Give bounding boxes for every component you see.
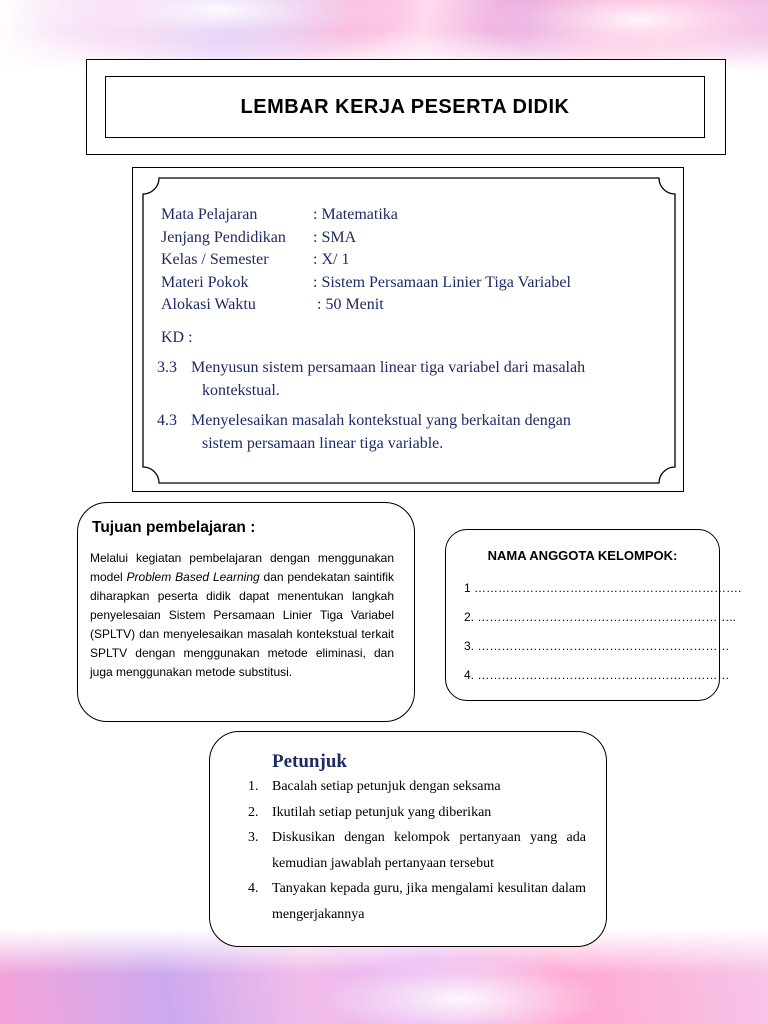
meta-value: : X/ 1 [313,251,350,268]
member-line[interactable]: 2. ……………………………………………………….. [464,610,737,624]
meta-label: Mata Pelajaran [161,206,258,223]
instruction-number: 4. [248,881,259,896]
kd-text [191,410,649,455]
kd-text-continuation: sistem persamaan linear tiga variable. [202,434,444,452]
instructions-title: Petunjuk [272,751,347,772]
instruction-number: 1. [248,779,259,794]
kd-text-line: Menyusun sistem persamaan linear tiga variabel dari masalah [191,359,586,376]
learning-objectives-text [90,549,394,682]
meta-row-subject [161,204,649,227]
meta-value: : Matematika [313,206,398,223]
info-content [157,204,649,455]
objectives-text-part: dan pendekatan saintifik diharapkan peserta didik dapat menentukan langkah penyelesaian Sistem Persamaan Linier Tiga Variabel (SPLTV) dan menyelesaikan masalah kontekstual terkait SPLTV dengan menggunakan metode eliminasi, dan juga menggunakan metode substitusi. [90,570,394,679]
instructions-box [209,731,607,947]
title-outer-frame [86,59,726,155]
instruction-text: Diskusikan dengan kelompok pertanyaan yang ada kemudian jawablah pertanyaan tersebut [272,830,586,871]
instruction-text: Tanyakan kepada guru, jika mengalami kesulitan dalam mengerjakannya [272,881,586,922]
meta-row-level [161,227,649,250]
group-members-title: NAMA ANGGOTA KELOMPOK: [487,548,678,563]
meta-value: : SMA [313,228,357,246]
info-frame [132,167,684,492]
meta-value: : 50 Menit [313,296,384,313]
kd-text-line: Menyelesaikan masalah kontekstual yang berkaitan dengan [191,412,571,429]
meta-row-topic [161,272,649,295]
learning-objectives-title: Tujuan pembelajaran : [92,519,256,536]
meta-label: Jenjang Pendidikan [161,228,286,246]
instruction-item [248,774,586,800]
instruction-item [248,876,586,927]
instruction-number: 3. [248,830,259,845]
group-members-list [464,578,742,694]
instruction-number: 2. [248,804,259,820]
page-title: LEMBAR KERJA PESERTA DIDIK [240,95,570,118]
title-inner-frame [105,76,705,138]
kd-number: 4.3 [157,412,177,429]
instruction-text: Ikutilah setiap petunjuk yang diberikan [272,804,492,820]
meta-label: Kelas / Semester [161,251,269,268]
instruction-text: Bacalah setiap petunjuk dengan seksama [272,779,501,794]
kd-number: 3.3 [157,359,177,376]
instruction-item [248,800,586,826]
meta-row-time [161,294,649,317]
kd-item [157,357,649,402]
group-members-box [445,529,742,701]
kd-text-continuation: kontekstual. [202,381,280,399]
kd-text [191,357,649,402]
meta-row-class [161,249,649,272]
kd-label: KD : [161,328,193,346]
member-line[interactable]: 1 …………………………………………………………. [464,581,742,595]
meta-label: Alokasi Waktu [161,296,256,313]
meta-label: Materi Pokok [161,273,249,291]
instructions-list [248,774,586,927]
meta-value: : Sistem Persamaan Linier Tiga Variabel [313,273,571,291]
member-line[interactable]: 3. ……………………………………………………… [464,639,730,653]
objectives-model-name: Problem Based Learning [126,570,260,584]
learning-objectives-box [77,502,415,722]
objectives-text-part: Melalui kegiatan pembelajaran dengan menggunakan model [90,551,394,584]
instruction-item [248,825,586,876]
member-line[interactable]: 4. ……………………………………………………… [464,668,730,682]
kd-item [157,410,649,455]
